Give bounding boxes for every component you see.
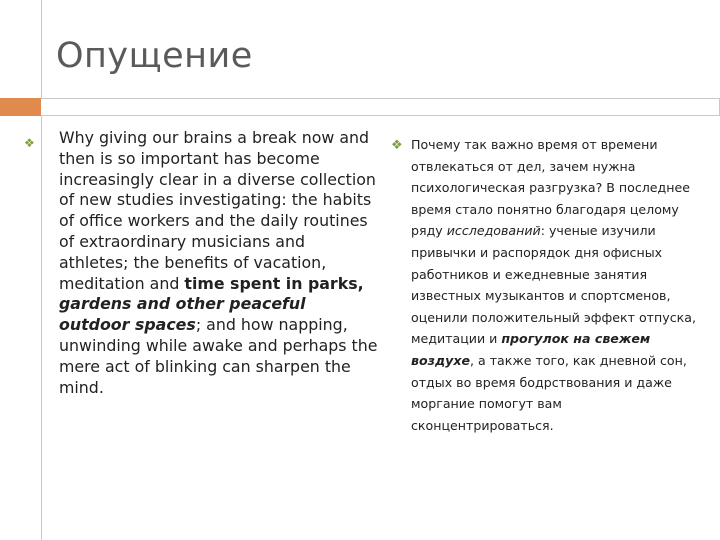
english-text-bold: time spent in parks, <box>184 273 364 293</box>
russian-text-part2: : ученые изучили привычки и распорядок дня офисных работников и ежедневные занятия известных музыкантов и спортсменов, оценили положительный эффект отпуска, медитации и <box>411 223 696 347</box>
russian-paragraph <box>411 134 696 436</box>
bullet-diamond-icon: ❖ <box>391 138 403 153</box>
bullet-diamond-icon: ❖ <box>24 136 35 150</box>
title-accent-block <box>0 98 41 116</box>
english-text-bold-italic: gardens and other peaceful outdoor spaces <box>59 294 306 335</box>
english-text-part1: Why giving our brains a break now and then is so important has become increasingly clear in a diverse collection of new studies investigating: the habits of office workers and the daily routines of extraordinary musicians and athletes; the benefits of vacation, meditation and <box>59 128 376 293</box>
english-text-part2: ; and how napping, unwinding while awake and perhaps the mere act of blinking can sharpen the mind. <box>59 315 378 397</box>
slide-title: Опущение <box>56 36 253 76</box>
english-paragraph <box>59 128 379 398</box>
russian-text-italic: исследований <box>446 223 541 239</box>
left-vertical-rule <box>41 0 42 540</box>
title-underline-bar <box>41 98 720 116</box>
russian-text-bold-italic: прогулок на свежем воздухе <box>411 331 651 368</box>
russian-text-part1: Почему так важно время от времени отвлекаться от дел, зачем нужна психологическая разгрузка? В последнее время стало понятно благодаря целому ряду <box>411 137 690 239</box>
russian-text-part3: , а также того, как дневной сон, отдых во время бодрствования и даже моргание помогут вам сконцентрироваться. <box>411 352 687 433</box>
